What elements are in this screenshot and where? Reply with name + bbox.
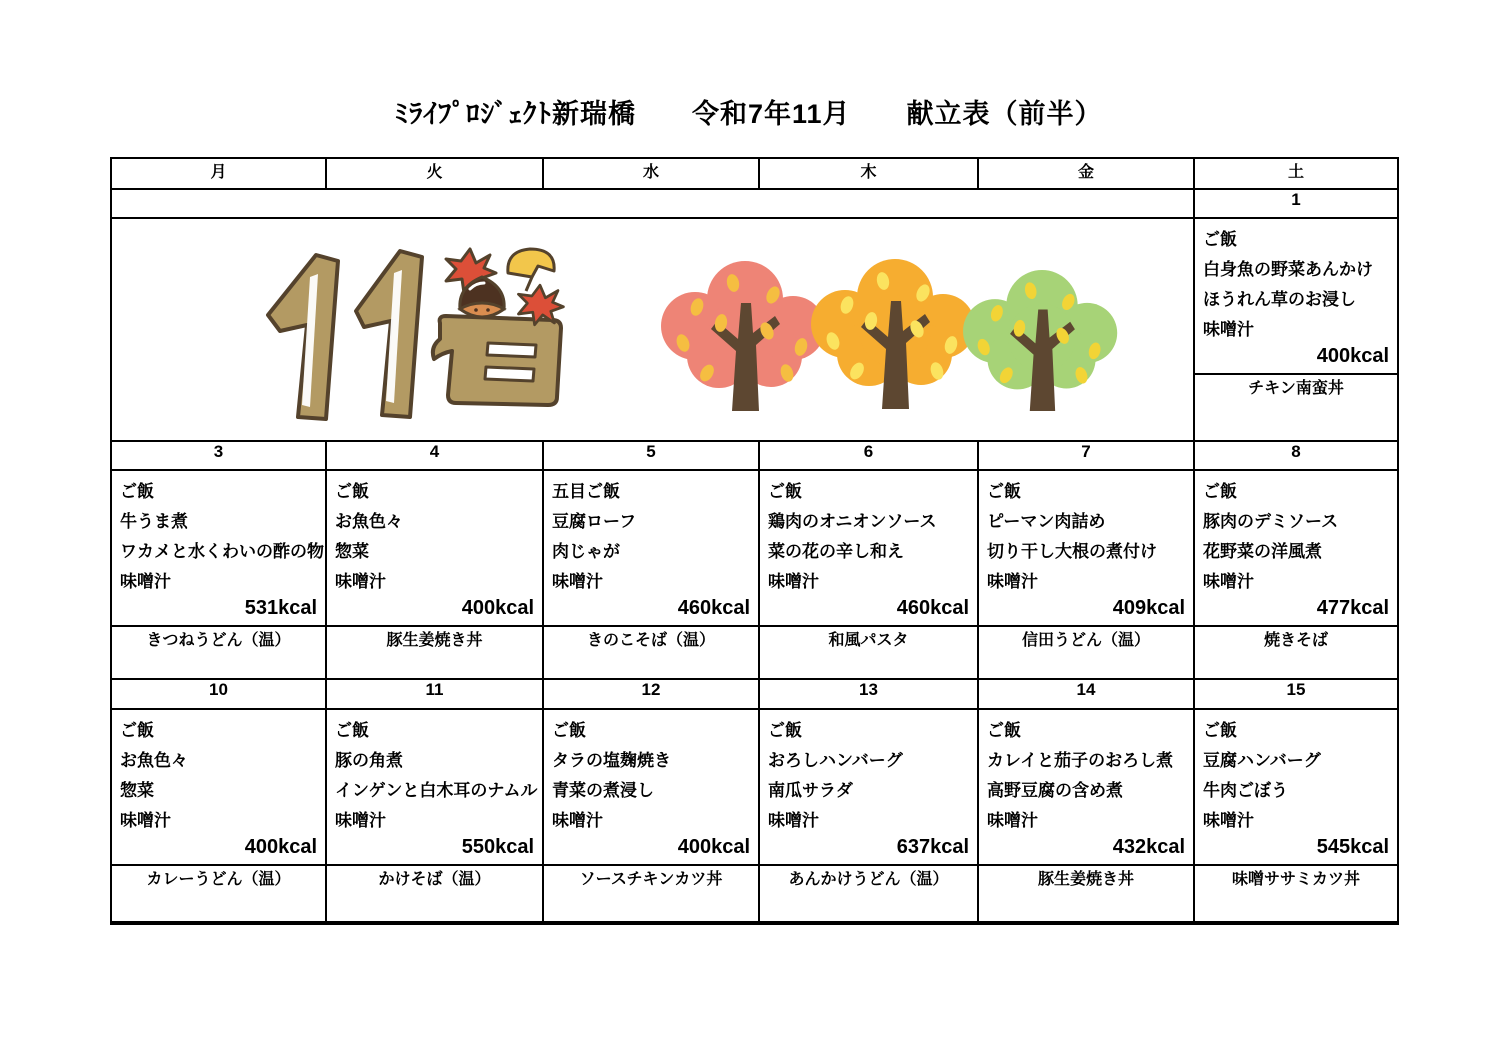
alt-dish-nov13: あんかけうどん（温） bbox=[759, 865, 978, 923]
menu-cell-nov3 bbox=[111, 470, 326, 626]
week3-alt-row bbox=[111, 865, 1398, 923]
date-cell-11: 11 bbox=[326, 679, 543, 709]
alt-dish-nov3: きつねうどん（温） bbox=[111, 626, 326, 679]
alt-dish-nov1: チキン南蛮丼 bbox=[1194, 374, 1398, 441]
menu-item: 豆腐ローフ bbox=[552, 512, 637, 531]
week2-menu-row bbox=[111, 470, 1398, 626]
menu-item: 味噌汁 bbox=[552, 811, 603, 830]
kcal-value: 550kcal bbox=[461, 836, 534, 858]
alt-dish-nov6: 和風パスタ bbox=[759, 626, 978, 679]
weekday-wed: 水 bbox=[543, 158, 759, 189]
alt-dish-nov4: 豚生姜焼き丼 bbox=[326, 626, 543, 679]
menu-item: ご飯 bbox=[120, 721, 154, 740]
week1-empty-cell bbox=[111, 189, 1194, 218]
menu-item: 味噌汁 bbox=[120, 572, 171, 591]
menu-item: 高野豆腐の含め煮 bbox=[987, 781, 1123, 800]
menu-cell-nov12 bbox=[543, 709, 759, 865]
date-cell-4: 4 bbox=[326, 441, 543, 470]
date-cell-13: 13 bbox=[759, 679, 978, 709]
kcal-value: 409kcal bbox=[1112, 597, 1185, 619]
menu-item: 豆腐ハンバーグ bbox=[1203, 751, 1321, 770]
weekday-fri: 金 bbox=[978, 158, 1194, 189]
menu-item: 惣菜 bbox=[120, 781, 154, 800]
kcal-value: 400kcal bbox=[1316, 345, 1389, 367]
menu-item: ほうれん草のお浸し bbox=[1203, 290, 1356, 309]
kcal-value: 545kcal bbox=[1316, 836, 1389, 858]
week3-menu-row bbox=[111, 709, 1398, 865]
menu-item: 味噌汁 bbox=[987, 572, 1038, 591]
menu-item: 菜の花の辛し和え bbox=[768, 542, 904, 561]
menu-cell-nov5 bbox=[543, 470, 759, 626]
alt-dish-nov8: 焼きそば bbox=[1194, 626, 1398, 679]
menu-item: 味噌汁 bbox=[768, 572, 819, 591]
menu-item: ご飯 bbox=[987, 721, 1021, 740]
menu-item: ご飯 bbox=[1203, 721, 1237, 740]
menu-item: ご飯 bbox=[987, 482, 1021, 501]
date-cell-15: 15 bbox=[1194, 679, 1398, 709]
date-cell-12: 12 bbox=[543, 679, 759, 709]
menu-cell-nov11 bbox=[326, 709, 543, 865]
menu-calendar-table bbox=[110, 157, 1399, 925]
menu-item: 味噌汁 bbox=[1203, 572, 1254, 591]
menu-item: 青菜の煮浸し bbox=[552, 781, 654, 800]
week2-date-row bbox=[111, 441, 1398, 470]
date-cell-14: 14 bbox=[978, 679, 1194, 709]
autumn-tree-pink bbox=[661, 261, 825, 411]
menu-item: 味噌汁 bbox=[1203, 320, 1254, 339]
menu-item: 味噌汁 bbox=[1203, 811, 1254, 830]
november-illustration bbox=[112, 219, 1194, 439]
menu-cell-nov6 bbox=[759, 470, 978, 626]
alt-dish-nov15: 味噌ササミカツ丼 bbox=[1194, 865, 1398, 923]
autumn-tree-orange bbox=[811, 259, 975, 409]
weekday-mon: 月 bbox=[111, 158, 326, 189]
alt-dish-nov11: かけそば（温） bbox=[326, 865, 543, 923]
alt-dish-nov5: きのこそば（温） bbox=[543, 626, 759, 679]
ginkgo-leaf-icon bbox=[508, 249, 554, 291]
menu-item: ピーマン肉詰め bbox=[987, 512, 1106, 531]
kcal-value: 637kcal bbox=[896, 836, 969, 858]
menu-item: おろしハンバーグ bbox=[768, 751, 903, 770]
date-cell-5: 5 bbox=[543, 441, 759, 470]
kcal-value: 432kcal bbox=[1112, 836, 1185, 858]
menu-cell-nov10 bbox=[111, 709, 326, 865]
menu-item: 五目ご飯 bbox=[552, 482, 620, 501]
alt-dish-nov10: カレーうどん（温） bbox=[111, 865, 326, 923]
menu-item: 味噌汁 bbox=[552, 572, 603, 591]
menu-item: 味噌汁 bbox=[335, 811, 386, 830]
kcal-value: 400kcal bbox=[677, 836, 750, 858]
menu-item: 牛肉ごぼう bbox=[1203, 781, 1288, 800]
menu-item: 味噌汁 bbox=[768, 811, 819, 830]
menu-item: 南瓜サラダ bbox=[768, 781, 853, 800]
menu-cell-nov7 bbox=[978, 470, 1194, 626]
menu-item: お魚色々 bbox=[120, 751, 188, 770]
menu-cell-nov1 bbox=[1194, 218, 1398, 374]
alt-dish-nov14: 豚生姜焼き丼 bbox=[978, 865, 1194, 923]
date-cell-3: 3 bbox=[111, 441, 326, 470]
menu-item: ご飯 bbox=[335, 721, 369, 740]
menu-item: ご飯 bbox=[335, 482, 369, 501]
week3-date-row bbox=[111, 679, 1398, 709]
menu-item: 豚の角煮 bbox=[335, 751, 403, 770]
menu-item: ご飯 bbox=[768, 482, 802, 501]
weekday-thu: 木 bbox=[759, 158, 978, 189]
weekday-sat: 土 bbox=[1194, 158, 1398, 189]
date-cell-6: 6 bbox=[759, 441, 978, 470]
menu-item: ワカメと水くわいの酢の物 bbox=[120, 542, 324, 561]
menu-cell-nov4 bbox=[326, 470, 543, 626]
menu-item: 肉じゃが bbox=[552, 542, 620, 561]
menu-item: 牛うま煮 bbox=[120, 512, 188, 531]
alt-dish-nov7: 信田うどん（温） bbox=[978, 626, 1194, 679]
menu-item: ご飯 bbox=[768, 721, 802, 740]
date-cell-8: 8 bbox=[1194, 441, 1398, 470]
menu-item: ご飯 bbox=[552, 721, 586, 740]
kcal-value: 400kcal bbox=[244, 836, 317, 858]
menu-item: 味噌汁 bbox=[987, 811, 1038, 830]
week1-menu-row bbox=[111, 218, 1398, 374]
kcal-value: 531kcal bbox=[244, 597, 317, 619]
kcal-value: 460kcal bbox=[677, 597, 750, 619]
date-cell-7: 7 bbox=[978, 441, 1194, 470]
menu-cell-nov8 bbox=[1194, 470, 1398, 626]
menu-item: カレイと茄子のおろし煮 bbox=[987, 751, 1174, 770]
menu-item: ご飯 bbox=[1203, 230, 1237, 249]
date-cell-1: 1 bbox=[1194, 189, 1398, 218]
menu-item: 花野菜の洋風煮 bbox=[1203, 542, 1322, 561]
kcal-value: 460kcal bbox=[896, 597, 969, 619]
menu-cell-nov13 bbox=[759, 709, 978, 865]
kcal-value: 400kcal bbox=[461, 597, 534, 619]
week1-date-row bbox=[111, 189, 1398, 218]
weekday-header-row bbox=[111, 158, 1398, 189]
menu-item: ご飯 bbox=[120, 482, 154, 501]
weekday-tue: 火 bbox=[326, 158, 543, 189]
date-cell-10: 10 bbox=[111, 679, 326, 709]
menu-item: 味噌汁 bbox=[120, 811, 171, 830]
menu-cell-nov15 bbox=[1194, 709, 1398, 865]
page-title: ﾐﾗｲﾌﾟﾛｼﾞｪｸﾄ新瑞橋 令和7年11月 献立表（前半） bbox=[394, 99, 1103, 129]
menu-item: お魚色々 bbox=[335, 512, 403, 531]
menu-item: 鶏肉のオニオンソース bbox=[768, 512, 937, 531]
menu-cell-nov14 bbox=[978, 709, 1194, 865]
menu-item: 味噌汁 bbox=[335, 572, 386, 591]
week2-alt-row bbox=[111, 626, 1398, 679]
kcal-value: 477kcal bbox=[1316, 597, 1389, 619]
menu-item: 惣菜 bbox=[335, 542, 369, 561]
november-illustration-cell bbox=[111, 218, 1194, 441]
alt-dish-nov12: ソースチキンカツ丼 bbox=[543, 865, 759, 923]
menu-item: 切り干し大根の煮付け bbox=[987, 542, 1157, 561]
menu-item: 豚肉のデミソース bbox=[1203, 512, 1339, 531]
menu-item: インゲンと白木耳のナムル bbox=[335, 781, 538, 800]
autumn-tree-green bbox=[963, 270, 1117, 411]
menu-item: 白身魚の野菜あんかけ bbox=[1203, 260, 1373, 279]
menu-item: ご飯 bbox=[1203, 482, 1237, 501]
menu-item: タラの塩麹焼き bbox=[552, 751, 671, 770]
